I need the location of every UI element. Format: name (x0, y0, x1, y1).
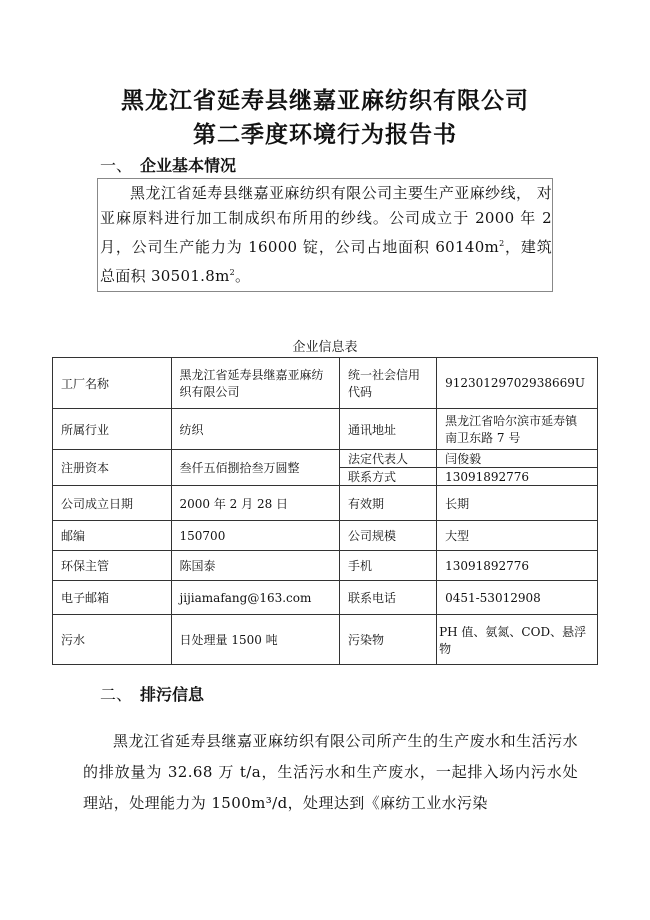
founded-value: 2000 年 2 月 28 日 (171, 486, 339, 521)
credit-code-label: 统一社会信用代码 (339, 358, 436, 409)
enterprise-info-table (52, 357, 598, 665)
table-row (53, 521, 598, 551)
intro-sup2: 2 (229, 268, 236, 277)
section1-heading (100, 153, 236, 176)
env-manager-value: 陈国泰 (171, 551, 339, 581)
section2-title: 排污信息 (140, 685, 205, 704)
table-row (53, 615, 598, 665)
address-label: 通讯地址 (339, 409, 436, 450)
mobile-value: 13091892776 (437, 551, 598, 581)
table-row (53, 486, 598, 521)
phone-label: 联系电话 (339, 581, 436, 615)
pollutant-label: 污染物 (339, 615, 436, 665)
table-row (53, 450, 598, 468)
contact-value: 13091892776 (437, 468, 598, 486)
pollutant-value: PH 值、氨氮、COD、悬浮物 (437, 615, 598, 665)
industry-value: 纺织 (171, 409, 339, 450)
validity-label: 有效期 (339, 486, 436, 521)
address-value: 黑龙江省哈尔滨市延寿镇南卫东路 7 号 (437, 409, 598, 450)
factory-name-value: 黑龙江省延寿县继嘉亚麻纺织有限公司 (171, 358, 339, 409)
table-caption: 企业信息表 (292, 340, 358, 355)
section2-number: 二、 (100, 685, 133, 704)
phone-value: 0451-53012908 (437, 581, 598, 615)
email-label: 电子邮箱 (53, 581, 172, 615)
intro-sup1: 2 (499, 239, 505, 248)
industry-label: 所属行业 (53, 409, 172, 450)
legal-rep-value: 闫俊毅 (437, 450, 598, 468)
credit-code-value: 91230129702938669U (437, 358, 598, 409)
sewage-label: 污水 (53, 615, 172, 665)
section1-title: 企业基本情况 (140, 156, 237, 175)
sewage-value: 日处理量 1500 吨 (171, 615, 339, 665)
mobile-label: 手机 (339, 551, 436, 581)
intro-text-part3: 。 (235, 267, 251, 285)
section1-number: 一、 (100, 156, 133, 175)
document-title-line1: 黑龙江省延寿县继嘉亚麻纺织有限公司 (121, 87, 529, 114)
table-row (53, 409, 598, 450)
env-manager-label: 环保主管 (53, 551, 172, 581)
emission-paragraph: 黑龙江省延寿县继嘉亚麻纺织有限公司所产生的生产废水和生活污水的排放量为 32.68 万 t/a，生活污水和生产废水，一起排入场内污水处理站，处理能力为 1500m³/d，处理达到《麻纺工业水污染 (83, 732, 578, 812)
capital-value: 叁仟五佰捌拾叁万圆整 (171, 450, 339, 486)
intro-text-part2: ，建筑总面积 30501.8m (100, 238, 553, 285)
table-row (53, 358, 598, 409)
factory-name-label: 工厂名称 (53, 358, 172, 409)
email-value: jijiamafang@163.com (171, 581, 339, 615)
scale-value: 大型 (437, 521, 598, 551)
table-row (53, 581, 598, 615)
intro-text-part1: 黑龙江省延寿县继嘉亚麻纺织有限公司主要生产亚麻纱线， 对亚麻原料进行加工制成织布所用的纱线。公司成立于 2000 年 2 月，公司生产能力为 16000 锭，公司占地面积 60140m (100, 184, 552, 256)
scale-label: 公司规模 (339, 521, 436, 551)
document-title-line2: 第二季度环境行为报告书 (193, 121, 457, 148)
founded-label: 公司成立日期 (53, 486, 172, 521)
postcode-label: 邮编 (53, 521, 172, 551)
capital-label: 注册资本 (53, 450, 172, 486)
postcode-value: 150700 (171, 521, 339, 551)
legal-rep-label: 法定代表人 (339, 450, 436, 468)
contact-label: 联系方式 (339, 468, 436, 486)
validity-value: 长期 (437, 486, 598, 521)
section2-heading (100, 682, 204, 705)
table-row (53, 551, 598, 581)
intro-paragraph (100, 181, 552, 289)
